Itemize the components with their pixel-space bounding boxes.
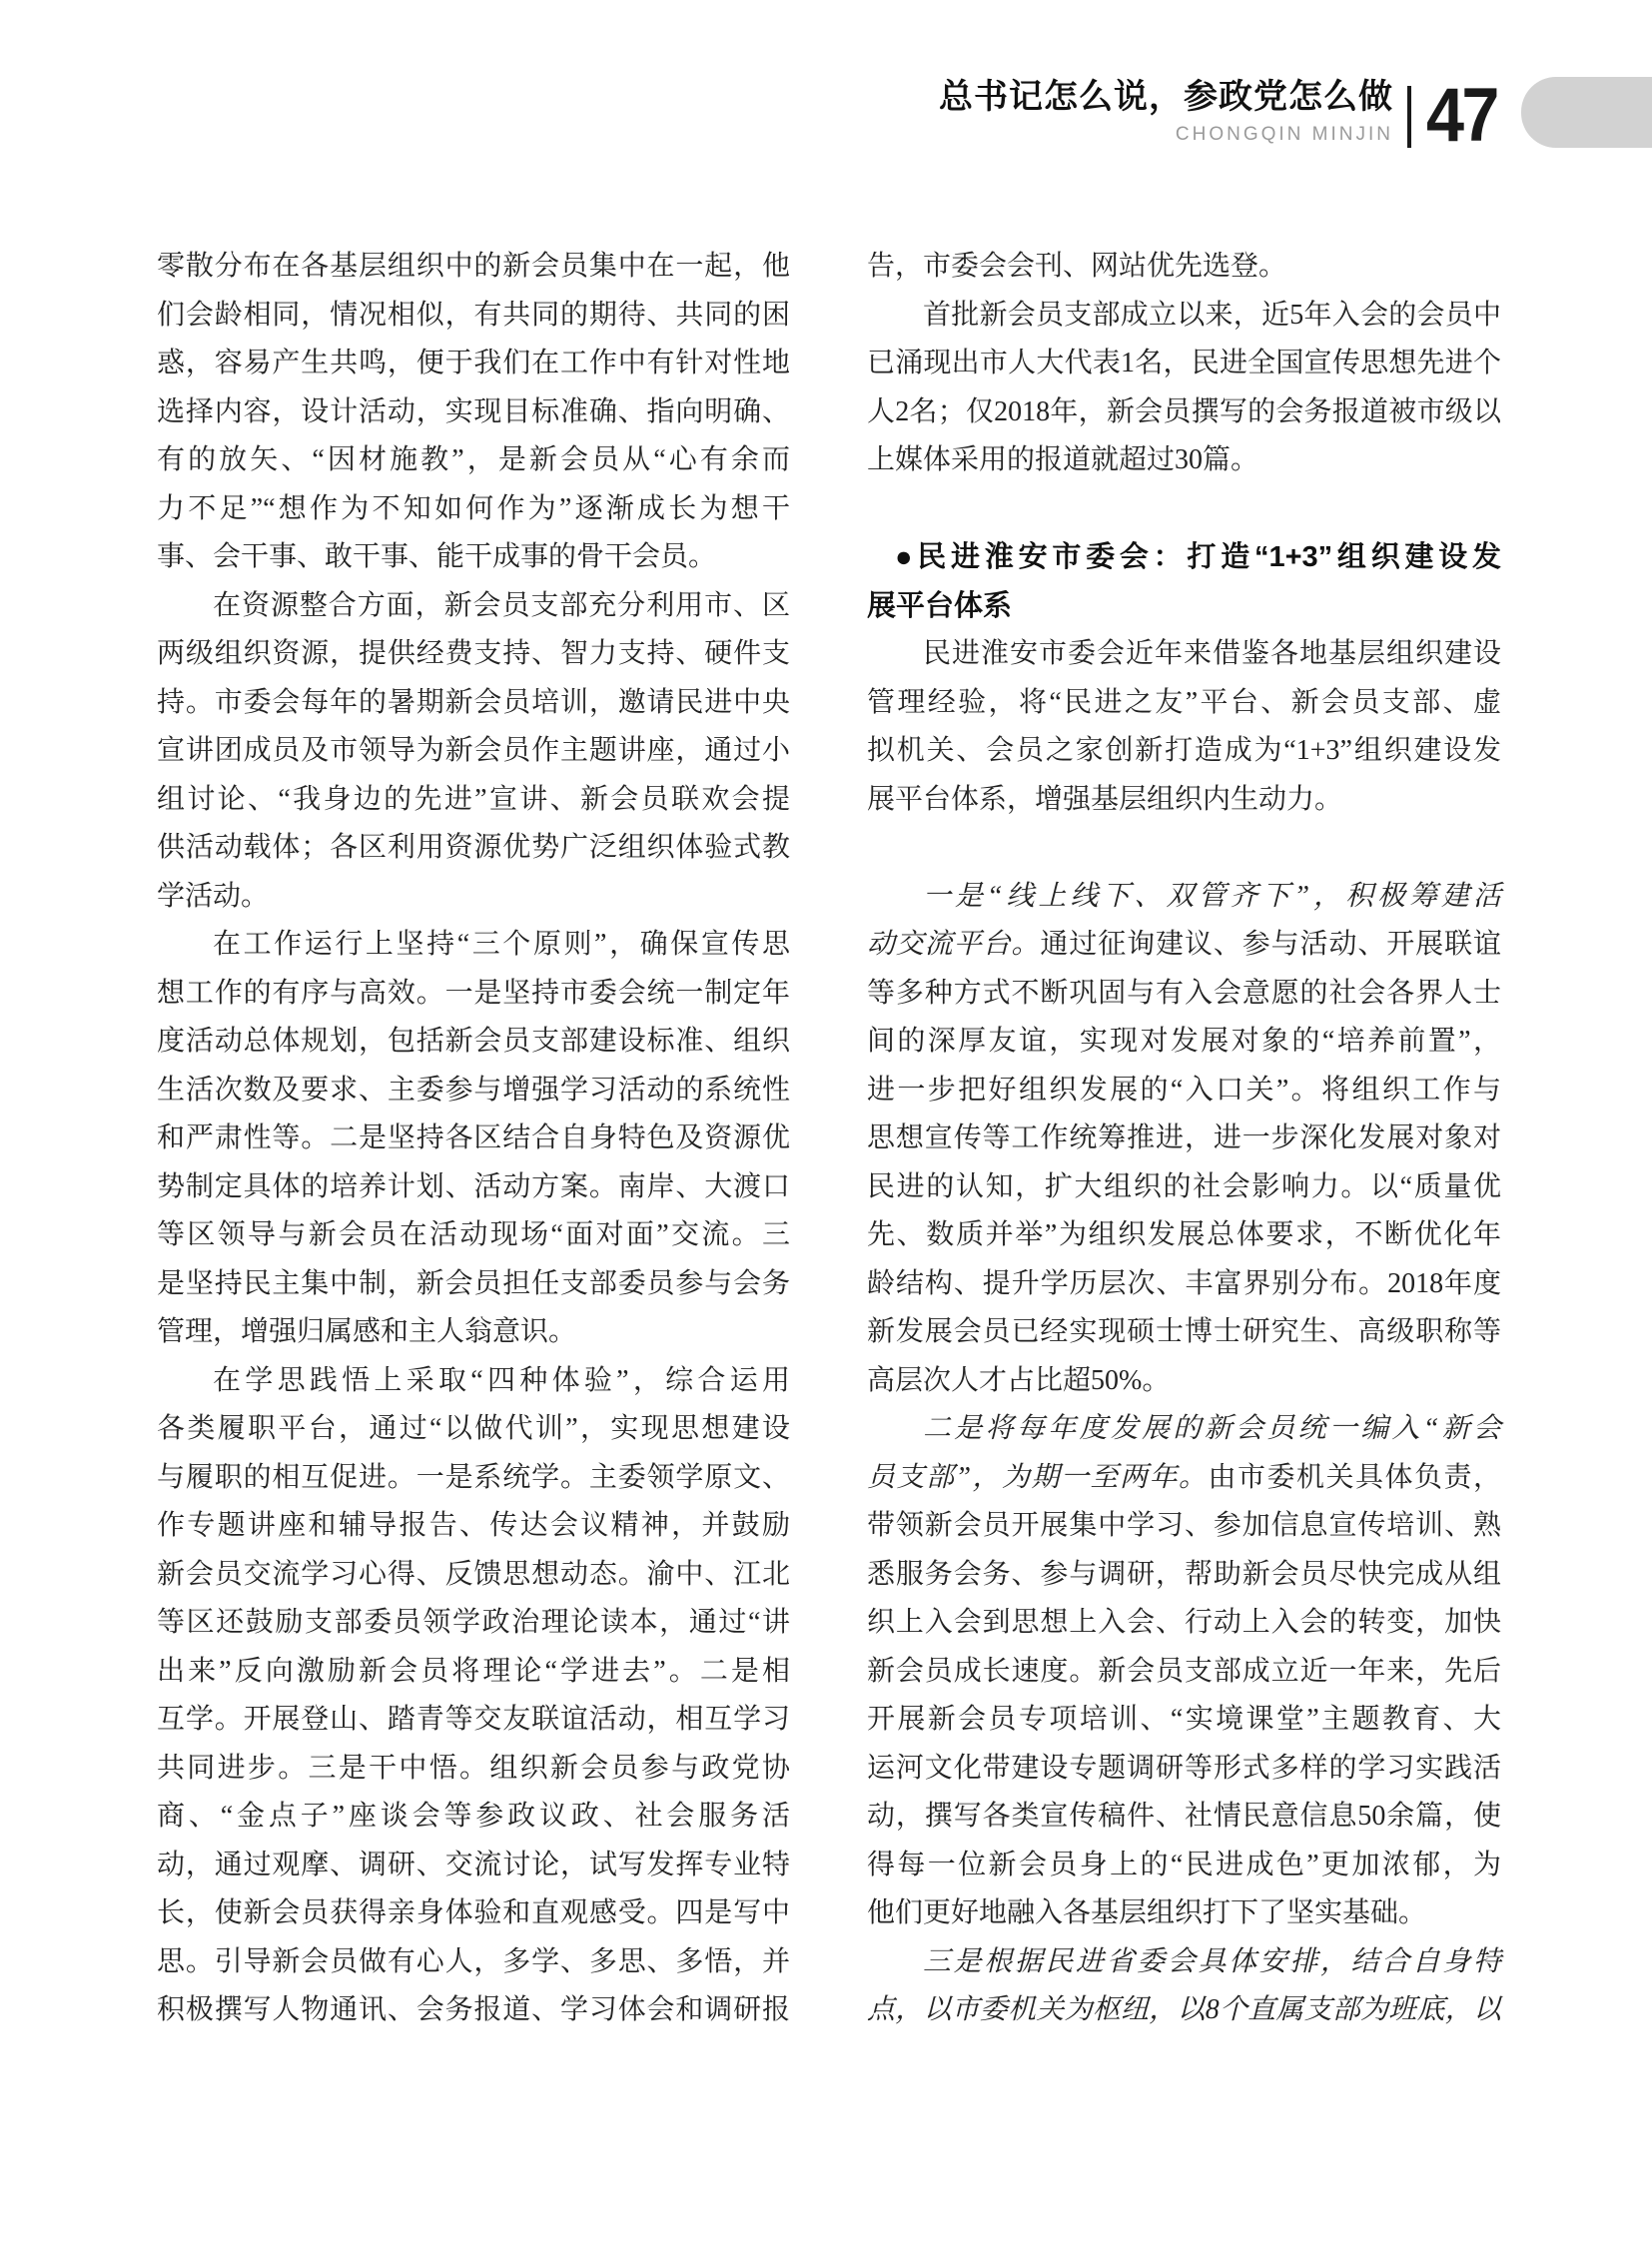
text-line: [157, 243, 790, 292]
text-line: [867, 340, 1501, 388]
text-line: [867, 1696, 1501, 1745]
text-line: [157, 1211, 790, 1260]
body-text: 生活次数及要求、主委参与增强学习活动的系统性: [157, 1074, 790, 1106]
text-line: [867, 436, 1501, 485]
body-text: 带领新会员开展集中学习、参加信息宣传培训、熟: [867, 1510, 1501, 1541]
body-text: 宣讲团成员及市领导为新会员作主题讲座，通过小: [157, 735, 790, 766]
body-text: 与履职的相互促进。一是系统学。主委领学原文、: [157, 1461, 790, 1493]
page-header-subtitle: CHONGQIN MINJIN: [1175, 124, 1393, 145]
text-line: [157, 533, 790, 582]
body-text: 间的深厚友谊，实现对发展对象的“培养前置”，: [867, 1026, 1501, 1057]
body-text: 商、“金点子”座谈会等参政议政、社会服务活: [157, 1801, 790, 1832]
body-text: 上媒体采用的报道就超过30篇。: [867, 444, 1259, 475]
body-text: 共同进步。三是干中悟。组织新会员参与政党协: [157, 1752, 790, 1784]
text-line: [157, 1260, 790, 1309]
body-text: 新会员成长速度。新会员支部成立近一年来，先后: [867, 1655, 1501, 1687]
text-line: [867, 1793, 1501, 1842]
body-text: 拟机关、会员之家创新打造成为“1+3”组织建设发: [867, 735, 1501, 766]
body-text: 学活动。: [157, 880, 270, 912]
text-line: [867, 1211, 1501, 1260]
text-line: [867, 388, 1501, 437]
text-line: [867, 921, 1501, 970]
text-line: [157, 1405, 790, 1454]
body-text: 已涌现出市人大代表1名，民进全国宣传思想先进个: [867, 348, 1501, 378]
body-text: 有的放矢、“因材施教”，是新会员从“心有余而: [157, 444, 790, 475]
body-text: 等多种方式不断巩固与有入会意愿的社会各界人士: [867, 977, 1501, 1009]
body-text: 和严肃性等。二是坚持各区结合自身特色及资源优: [157, 1122, 790, 1153]
text-line: [867, 1115, 1501, 1163]
body-text: 积极撰写人物通讯、会务报道、学习体会和调研报: [157, 1994, 790, 2025]
section-heading-line: [867, 582, 1501, 631]
body-text: 织上入会到思想上入会、行动上入会的转变，加快: [867, 1607, 1501, 1638]
text-line: [157, 1018, 790, 1067]
body-text: 开展新会员专项培训、“实境课堂”主题教育、大: [867, 1704, 1501, 1735]
body-text: 他们更好地融入各基层组织打下了坚实基础。: [867, 1897, 1427, 1928]
page-edge-tab: [1521, 77, 1652, 148]
body-text: 互学。开展登山、踏青等交友联谊活动，相互学习: [157, 1704, 790, 1735]
text-line: [867, 1938, 1501, 1987]
emphasis-text: 三是根据民进省委会具体安排，结合自身特: [923, 1945, 1501, 1977]
text-line: [157, 1502, 790, 1551]
body-text: 运河文化带建设专题调研等形式多样的学习实践活: [867, 1752, 1501, 1784]
text-line: [157, 1357, 790, 1406]
body-text: 们会龄相同，情况相似，有共同的期待、共同的困: [157, 299, 790, 331]
body-text: 管理经验，将“民进之友”平台、新会员支部、虚: [867, 686, 1501, 718]
text-line: [157, 630, 790, 679]
body-text: 是坚持民主集中制，新会员担任支部委员参与会务: [157, 1267, 790, 1299]
text-line: [157, 485, 790, 534]
text-line: [867, 1018, 1501, 1067]
text-line: [867, 243, 1501, 292]
text-line: [867, 873, 1501, 922]
body-text: 等区还鼓励支部委员领学政治理论读本，通过“讲: [157, 1607, 790, 1638]
text-line: [157, 873, 790, 922]
body-text: 管理，增强归属感和主人翁意识。: [157, 1316, 577, 1347]
text-line: [867, 1067, 1501, 1116]
text-line: [157, 1648, 790, 1697]
body-text: 事、会干事、敢干事、能干成事的骨干会员。: [157, 541, 717, 572]
text-line: [867, 776, 1501, 825]
text-line: [867, 292, 1501, 341]
body-text: 各类履职平台，通过“以做代训”，实现思想建设: [157, 1413, 790, 1444]
text-line: [157, 388, 790, 437]
body-text: 人2名；仅2018年，新会员撰写的会务报道被市级以: [867, 395, 1501, 427]
right-column: [867, 243, 1501, 2035]
body-text: 度活动总体规划，包括新会员支部建设标准、组织: [157, 1026, 790, 1057]
body-text: 在学思践悟上采取“四种体验”，综合运用: [213, 1364, 790, 1396]
text-line: [157, 824, 790, 873]
body-text: 先、数质并举”为组织发展总体要求，不断优化年: [867, 1219, 1501, 1250]
text-line: [157, 1163, 790, 1212]
text-line: [157, 1842, 790, 1890]
body-text: 零散分布在各基层组织中的新会员集中在一起，他: [157, 251, 790, 282]
emphasis-text: 二是将每年度发展的新会员统一编入“新会: [923, 1413, 1501, 1444]
body-text: 民进的认知，扩大组织的社会影响力。以“质量优: [867, 1170, 1501, 1202]
header-divider-bar: [1407, 86, 1411, 148]
text-line: [867, 1648, 1501, 1697]
left-column: [157, 243, 790, 2035]
text-line: [157, 1454, 790, 1503]
body-text: 告，市委会会刊、网站优先选登。: [867, 251, 1287, 282]
text-line: [867, 1745, 1501, 1794]
body-text: 展平台体系: [867, 589, 1013, 622]
text-line: [867, 1502, 1501, 1551]
text-line: [157, 970, 790, 1019]
text-line: [157, 1793, 790, 1842]
text-line: [157, 1745, 790, 1794]
body-text: 持。市委会每年的暑期新会员培训，邀请民进中央: [157, 686, 790, 718]
text-line: [867, 1163, 1501, 1212]
body-text: 作专题讲座和辅导报告、传达会议精神，并鼓励: [157, 1510, 790, 1541]
text-line: [157, 582, 790, 631]
text-line: [867, 1986, 1501, 2035]
body-text: 新会员交流学习心得、反馈思想动态。渝中、江北: [157, 1558, 790, 1590]
body-text: 通过征询建议、参与活动、开展联谊: [1040, 929, 1501, 960]
body-text: 新发展会员已经实现硕士博士研究生、高级职称等: [867, 1316, 1501, 1347]
text-line: [157, 1986, 790, 2035]
text-line: [157, 776, 790, 825]
body-text: 两级组织资源，提供经费支持、智力支持、硬件支: [157, 638, 790, 669]
body-text: 出来”反向激励新会员将理论“学进去”。二是相: [157, 1655, 790, 1687]
text-line: [157, 436, 790, 485]
body-text: 进一步把好组织发展的“入口关”。将组织工作与: [867, 1074, 1501, 1106]
text-line: [157, 679, 790, 728]
body-text: 高层次人才占比超50%。: [867, 1364, 1171, 1396]
body-text: 动，通过观摩、调研、交流讨论，试写发挥专业特: [157, 1849, 790, 1880]
body-text: 由市委机关具体负责，: [1208, 1461, 1501, 1493]
text-line: [867, 630, 1501, 679]
body-text: 长，使新会员获得亲身体验和直观感受。四是写中: [157, 1897, 790, 1928]
text-line: [867, 1260, 1501, 1309]
body-text: 思想宣传等工作统筹推进，进一步深化发展对象对: [867, 1122, 1501, 1153]
text-line: [867, 1357, 1501, 1406]
body-text: 组讨论、“我身边的先进”宣讲、新会员联欢会提: [157, 783, 790, 815]
text-line: [157, 1067, 790, 1116]
text-line: [157, 1115, 790, 1163]
text-line: [157, 340, 790, 388]
text-line: [867, 1889, 1501, 1938]
text-line: [157, 1308, 790, 1357]
text-line: [157, 292, 790, 341]
page-number: 47: [1426, 73, 1497, 158]
text-line: [157, 727, 790, 776]
body-text: 动，撰写各类宣传稿件、社情民意信息50余篇，使: [867, 1801, 1501, 1832]
body-text: ●民进淮安市委会：打造“1+3”组织建设发: [895, 541, 1501, 573]
body-text: 民进淮安市委会近年来借鉴各地基层组织建设: [923, 638, 1501, 669]
body-text: 展平台体系，增强基层组织内生动力。: [867, 783, 1343, 815]
body-text: 惑，容易产生共鸣，便于我们在工作中有针对性地: [157, 348, 790, 378]
text-line: [867, 1599, 1501, 1648]
text-line: [157, 1599, 790, 1648]
emphasis-text: 员支部”，为期一至两年。: [867, 1461, 1209, 1493]
body-text: 思。引导新会员做有心人，多学、多思、多悟，并: [157, 1945, 790, 1977]
page-header-title: 总书记怎么说，参政党怎么做: [939, 78, 1393, 116]
text-line: [867, 1551, 1501, 1600]
emphasis-text: 动交流平台。: [867, 929, 1041, 960]
body-text: 在工作运行上坚持“三个原则”，确保宣传思: [213, 929, 790, 960]
text-line: [867, 679, 1501, 728]
body-text: 力不足”“想作为不知如何作为”逐渐成长为想干: [157, 492, 790, 524]
body-text: 得每一位新会员身上的“民进成色”更加浓郁，为: [867, 1849, 1501, 1880]
text-line: [867, 1308, 1501, 1357]
body-text: 龄结构、提升学历层次、丰富界别分布。2018年度: [867, 1267, 1501, 1299]
body-text: 悉服务会务、参与调研，帮助新会员尽快完成从组: [867, 1558, 1501, 1590]
text-line: [867, 727, 1501, 776]
body-text: 首批新会员支部成立以来，近5年入会的会员中: [923, 299, 1501, 331]
text-line: [157, 1889, 790, 1938]
emphasis-text: 点，以市委机关为枢纽，以8个直属支部为班底，以: [867, 1994, 1501, 2025]
text-line: [867, 970, 1501, 1019]
text-line: [867, 1405, 1501, 1454]
text-line: [157, 921, 790, 970]
body-text: 想工作的有序与高效。一是坚持市委会统一制定年: [157, 977, 790, 1009]
text-line: [867, 1454, 1501, 1503]
text-line: [157, 1938, 790, 1987]
body-text: 在资源整合方面，新会员支部充分利用市、区: [213, 589, 790, 621]
section-heading-line: [867, 533, 1501, 582]
text-line: [157, 1696, 790, 1745]
emphasis-text: 一是“线上线下、双管齐下”，积极筹建活: [923, 880, 1501, 912]
body-text: 等区领导与新会员在活动现场“面对面”交流。三: [157, 1219, 790, 1250]
body-text: 势制定具体的培养计划、活动方案。南岸、大渡口: [157, 1170, 790, 1202]
body-text: 选择内容，设计活动，实现目标准确、指向明确、: [157, 395, 790, 427]
text-line: [867, 1842, 1501, 1890]
text-line: [157, 1551, 790, 1600]
blank-line: [867, 485, 1501, 534]
blank-line: [867, 824, 1501, 873]
body-text: 供活动载体；各区利用资源优势广泛组织体验式教: [157, 832, 790, 863]
